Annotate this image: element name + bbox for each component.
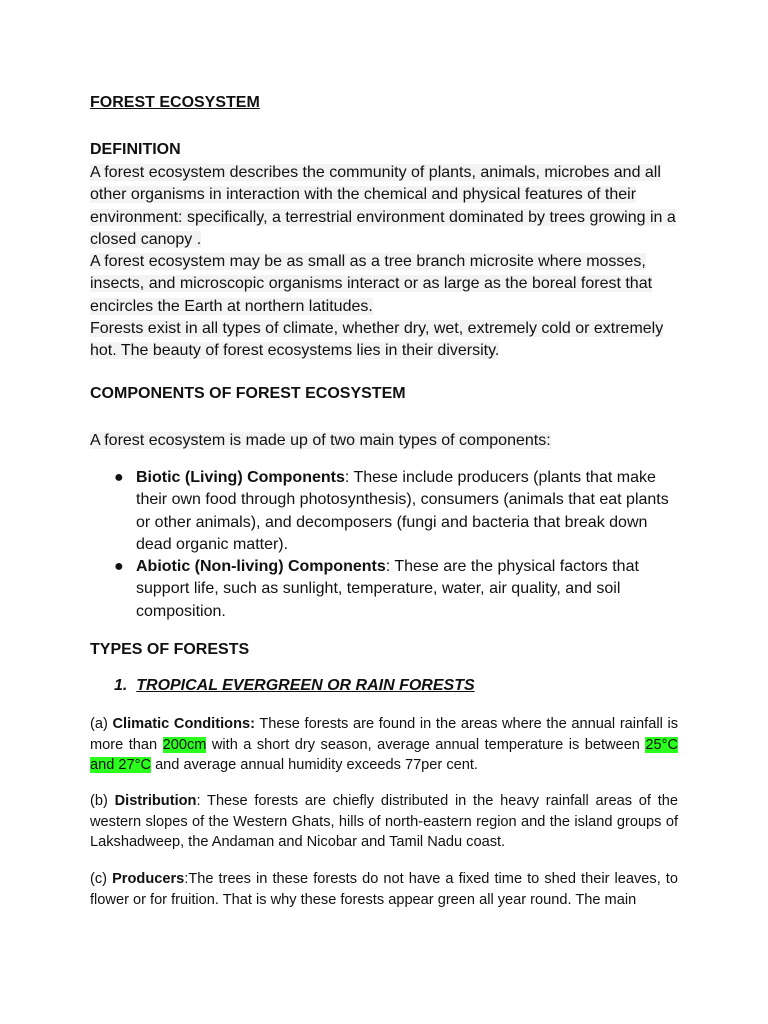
para-b-text: : These forests are chiefly distributed in the heavy rainfall areas of the western slopes of the Western Ghats, hills of north-eastern region and the island groups of Lakshadweep, the Andaman and Nicobar and Tamil Nadu coast.: [90, 793, 678, 850]
components-intro-text: A forest ecosystem is made up of two main types of components:: [90, 432, 551, 449]
highlight-temperature: 25°C and 27°C: [90, 736, 678, 773]
para-b-label: Distribution: [114, 793, 197, 809]
document-title: FOREST ECOSYSTEM: [90, 94, 260, 111]
definition-paragraph-2: [90, 251, 680, 318]
highlight-rainfall: 200cm: [162, 736, 207, 753]
definition-paragraph-3-text: Forests exist in all types of climate, whether dry, wet, extremely cold or extremely hot. The beauty of forest ecosystems lies in their diversity.: [90, 320, 664, 360]
biotic-text: : These include producers (plants that make their own food through photosynthesis), consumers (animals that eat plants or other animals), and decomposers (fungi and bacteria that break down dead organic matter).: [136, 469, 669, 553]
definition-paragraph-3: [90, 318, 680, 363]
para-c-label: Producers: [112, 871, 185, 887]
definition-heading: DEFINITION: [90, 141, 181, 158]
producers-paragraph: [90, 869, 678, 910]
section-title: TROPICAL EVERGREEN OR RAIN FORESTS: [136, 677, 475, 694]
types-heading: TYPES OF FORESTS: [90, 641, 250, 658]
para-b-prefix: (b): [90, 793, 115, 809]
para-c-text: :The trees in these forests do not have a fixed time to shed their leaves, to flower or for fruition. That is why these forests appear green all year round. The main: [90, 871, 678, 908]
definition-paragraph-2-text: A forest ecosystem may be as small as a tree branch microsite where mosses, insects, and microscopic organisms interact or as large as the boreal forest that encircles the Earth at northern latitudes.: [90, 253, 653, 315]
abiotic-text: : These are the physical factors that support life, such as sunlight, temperature, water, air quality, and soil composition.: [136, 558, 639, 620]
para-c-prefix: (c): [90, 871, 113, 887]
para-a-text-2: with a short dry season, average annual temperature is between: [206, 736, 646, 753]
distribution-paragraph: [90, 791, 678, 853]
para-a-label: Climatic Conditions:: [112, 716, 255, 732]
para-a-text-3: and average annual humidity exceeds 77per cent.: [151, 757, 478, 773]
list-item: [90, 467, 680, 556]
section-number: 1.: [114, 677, 128, 694]
para-a-text-1: These forests are found in the areas where the annual rainfall is more than: [90, 716, 678, 753]
list-item: [90, 556, 680, 623]
para-a-prefix: (a): [90, 716, 113, 732]
components-heading: COMPONENTS OF FOREST ECOSYSTEM: [90, 385, 406, 402]
abiotic-label: Abiotic (Non-living) Components: [136, 558, 386, 576]
climatic-conditions-paragraph: [90, 714, 678, 776]
bullet-icon: ●: [114, 558, 124, 576]
definition-paragraph-1-text: A forest ecosystem describes the community of plants, animals, microbes and all other organisms in interaction with the chemical and physical features of their environment: specifically, a terrestrial environment dominated by trees growing in a closed canopy .: [90, 164, 676, 248]
definition-paragraph-1: [90, 162, 680, 251]
tropical-forests-heading: [114, 677, 475, 695]
components-intro: [90, 430, 680, 452]
bullet-icon: ●: [114, 469, 124, 486]
components-list: [90, 467, 680, 623]
biotic-label: Biotic (Living) Components: [136, 469, 345, 486]
